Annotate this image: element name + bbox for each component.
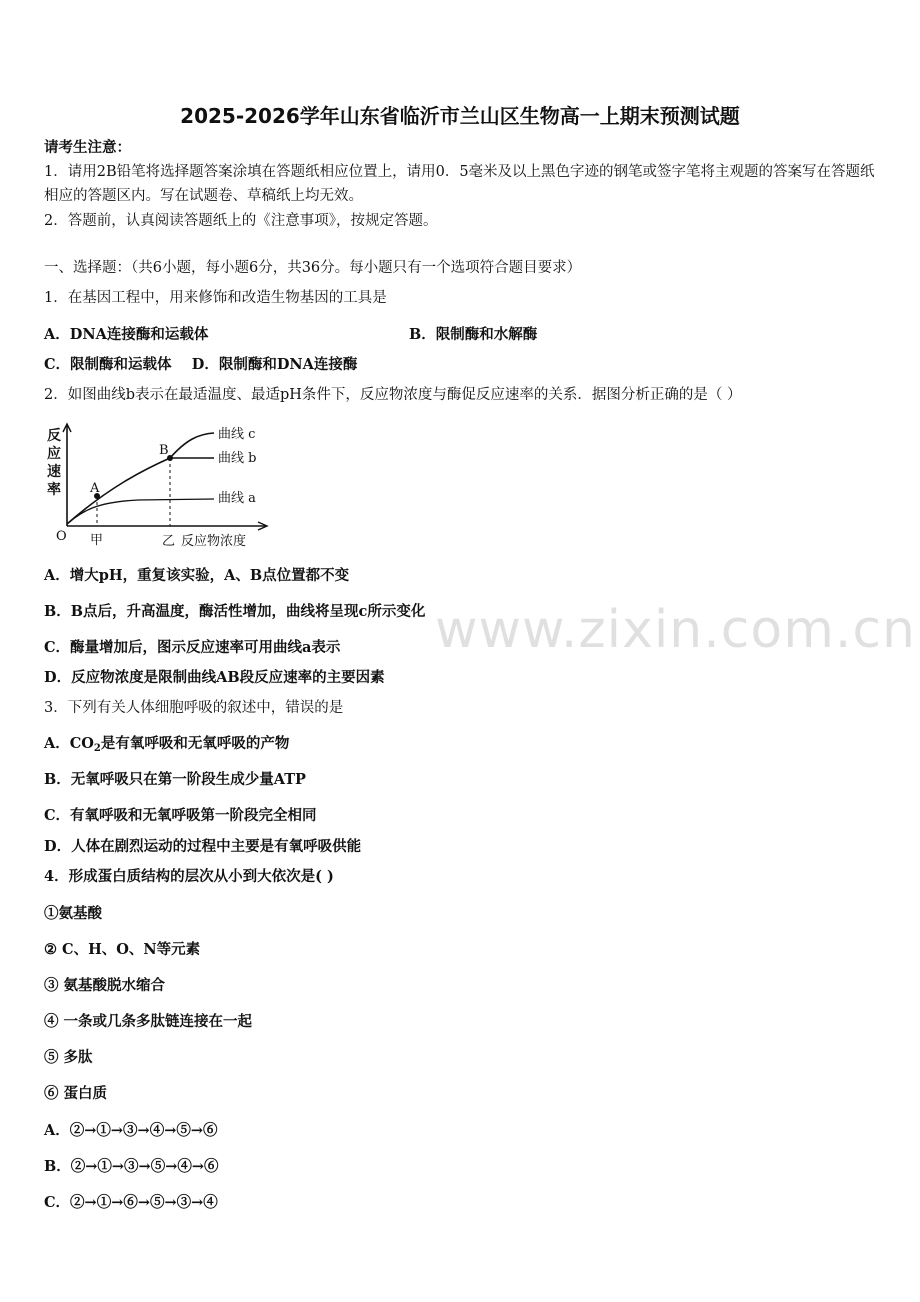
q2-option-b: B．B点后，升高温度，酶活性增加，曲线将呈现c所示变化	[44, 603, 426, 620]
curve-a-label: 曲线 a	[218, 491, 256, 506]
q3-option-d: D．人体在剧烈运动的过程中主要是有氧呼吸供能	[44, 838, 362, 855]
q4-item-2: ② C、H、O、N等元素	[44, 941, 201, 958]
q1-option-d: D．限制酶和DNA连接酶	[191, 356, 358, 373]
q3-option-a	[44, 734, 289, 759]
q4-stem: 4．形成蛋白质结构的层次从小到大依次是( )	[44, 868, 334, 885]
curve-c-label: 曲线 c	[218, 427, 256, 442]
q4-item-3: ③ 氨基酸脱水缩合	[44, 977, 166, 994]
point-a-label: A	[90, 481, 100, 496]
q3-option-a-text: 是有氧呼吸和无氧呼吸的产物	[100, 735, 290, 752]
q4-item-5: ⑤ 多肽	[44, 1049, 93, 1066]
q4-option-b: B．②→①→③→⑤→④→⑥	[44, 1158, 219, 1175]
q1-stem: 1．在基因工程中，用来修饰和改造生物基因的工具是	[44, 290, 387, 306]
q1-option-b: B．限制酶和水解酶	[409, 326, 538, 343]
x-tick-yi: 乙	[162, 534, 176, 549]
q1-option-c: C．限制酶和运载体	[44, 356, 172, 373]
q1-options-row-2	[44, 355, 357, 375]
notice-item-2: 2．答题前，认真阅读答题纸上的《注意事项》，按规定答题。	[44, 213, 438, 229]
q4-item-1: ①氨基酸	[44, 905, 102, 922]
q2-option-d: D．反应物浓度是限制曲线AB段反应速率的主要因素	[44, 669, 385, 686]
q2-option-a: A．增大pH，重复该实验，A、B点位置都不变	[44, 567, 350, 584]
y-label-char-4: 率	[47, 482, 61, 498]
q4-item-4: ④ 一条或几条多肽链连接在一起	[44, 1013, 253, 1030]
page-title: 2025-2026学年山东省临沂市兰山区生物高一上期末预测试题	[180, 104, 740, 128]
watermark: www.zixin.com.cn	[435, 600, 916, 660]
point-b-label: B	[159, 443, 169, 458]
enzyme-rate-graph	[38, 418, 278, 553]
q4-item-6: ⑥ 蛋白质	[44, 1085, 108, 1102]
section-heading: 一、选择题：（共6小题，每小题6分，共36分。每小题只有一个选项符合题目要求）	[44, 260, 582, 276]
curve-b-label: 曲线 b	[218, 451, 257, 466]
curve-a-line	[67, 499, 214, 524]
q3-option-a-prefix: A．CO	[44, 735, 94, 752]
x-tick-jia: 甲	[90, 533, 104, 548]
q3-option-c: C．有氧呼吸和无氧呼吸第一阶段完全相同	[44, 807, 317, 824]
notice-item-1: 1．请用2B铅笔将选择题答案涂填在答题纸相应位置上，请用0．5毫米及以上黑色字迹的钢笔或签字笔将主观题的答案写在答题纸相应的答题区内。写在试题卷、草稿纸上均无效。	[44, 164, 875, 204]
q2-option-c: C．酶量增加后，图示反应速率可用曲线a表示	[44, 639, 341, 656]
q1-options-row-1	[44, 325, 880, 345]
q3-stem: 3．下列有关人体细胞呼吸的叙述中，错误的是	[44, 700, 344, 716]
q1-option-a: A．DNA连接酶和运载体	[44, 326, 209, 343]
q4-option-a: A．②→①→③→④→⑤→⑥	[44, 1122, 218, 1139]
y-label-char-1: 反	[47, 428, 61, 444]
x-axis-label: 反应物浓度	[181, 534, 247, 549]
q4-option-c: C．②→①→⑥→⑤→③→④	[44, 1194, 218, 1211]
notice-heading: 请考生注意：	[44, 139, 131, 156]
origin-label: O	[56, 529, 67, 544]
q3-option-a-subscript: 2	[93, 743, 101, 754]
curve-c-line	[67, 433, 214, 524]
y-label-char-3: 速	[47, 464, 61, 480]
q2-stem: 2．如图曲线b表示在最适温度、最适pH条件下，反应物浓度与酶促反应速率的关系．据图分析正确的是（ ）	[44, 387, 742, 403]
y-label-char-2: 应	[47, 446, 61, 462]
q3-option-b: B．无氧呼吸只在第一阶段生成少量ATP	[44, 771, 306, 788]
